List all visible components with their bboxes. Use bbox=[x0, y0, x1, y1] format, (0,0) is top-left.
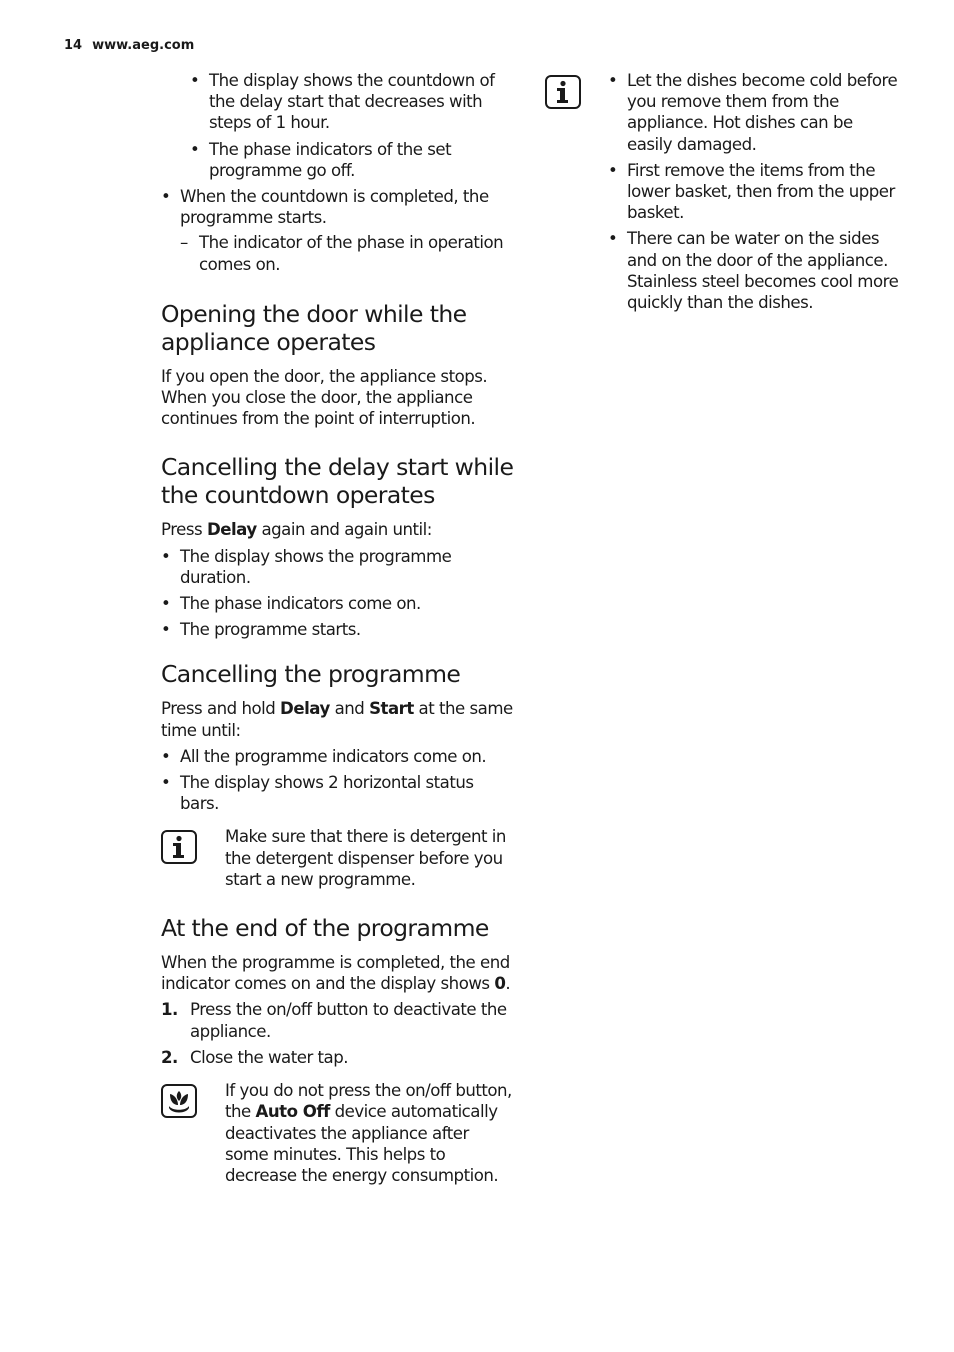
list-item: • The display shows the countdown of the delay start that decreases with steps of 1 hour. bbox=[190, 70, 516, 134]
auto-off-keyword: Auto Off bbox=[255, 1102, 330, 1122]
opening-paragraph: If you open the door, the appliance stops. When you close the door, the appliance continues from the point of interruption. bbox=[161, 366, 488, 429]
note-text: If you do not press the on/off button, the Auto Off device automatically deactivates the appliance after some minutes. This helps to decrease the energy consumption. bbox=[225, 1081, 512, 1185]
dash-text: The indicator of the phase in operation comes on. bbox=[199, 233, 504, 274]
energy-note bbox=[161, 1080, 516, 1186]
right-column bbox=[608, 70, 900, 318]
delay-keyword: Delay bbox=[280, 699, 330, 719]
dash-mark: – bbox=[180, 233, 188, 253]
page-number: 14 bbox=[64, 38, 83, 53]
list-item: • The display shows the programme duration. bbox=[161, 546, 516, 588]
list-item: • The phase indicators of the set programme go off. bbox=[190, 139, 516, 181]
list-item: • The phase indicators come on. bbox=[161, 593, 516, 614]
page-header bbox=[64, 38, 194, 53]
intro-sub-bullets bbox=[190, 70, 516, 181]
start-keyword: Start bbox=[369, 699, 414, 719]
end-paragraph: When the programme is completed, the end indicator comes on and the display shows 0. bbox=[161, 953, 511, 994]
zero-value: 0 bbox=[494, 974, 506, 994]
note-text: Make sure that there is detergent in the detergent dispenser before you start a new programme. bbox=[225, 827, 506, 889]
cancel-delay-bullets bbox=[161, 546, 516, 641]
list-item: • All the programme indicators come on. bbox=[161, 746, 516, 767]
list-item: 2. Close the water tap. bbox=[161, 1047, 349, 1067]
delay-keyword: Delay bbox=[206, 520, 257, 540]
section-heading-end: At the end of the programme bbox=[161, 914, 489, 943]
left-column bbox=[161, 70, 516, 1186]
end-steps bbox=[161, 999, 516, 1068]
intro-bullets bbox=[161, 186, 516, 228]
section-heading-opening: Opening the door while the appliance operates bbox=[161, 299, 467, 356]
section-heading-cancel-delay: Cancelling the delay start while the countdown operates bbox=[161, 453, 514, 510]
section-heading-cancel-programme: Cancelling the programme bbox=[161, 660, 461, 689]
cancel-delay-intro: Press Delay again and again until: bbox=[161, 520, 432, 540]
list-item: • The programme starts. bbox=[161, 619, 516, 640]
list-item: • When the countdown is completed, the programme starts. bbox=[161, 186, 516, 228]
cancel-programme-bullets bbox=[161, 746, 516, 815]
info-icon bbox=[545, 75, 581, 109]
cancel-programme-intro: Press and hold Delay and Start at the same time until: bbox=[161, 699, 513, 740]
eco-leaf-icon bbox=[161, 1084, 197, 1118]
list-item: • The display shows 2 horizontal status bars. bbox=[161, 772, 516, 814]
list-item: • First remove the items from the lower basket, then from the upper basket. bbox=[608, 160, 900, 224]
list-item: 1. Press the on/off button to deactivate the appliance. bbox=[161, 1000, 507, 1041]
website-url: www.aeg.com bbox=[92, 38, 195, 53]
list-item: • There can be water on the sides and on the door of the appliance. Stainless steel becomes cool more quickly than the dishes. bbox=[608, 228, 900, 313]
dash-item bbox=[161, 232, 516, 274]
detergent-note bbox=[161, 826, 516, 890]
list-item: • Let the dishes become cold before you remove them from the appliance. Hot dishes can be easily damaged. bbox=[608, 70, 900, 155]
info-icon bbox=[161, 830, 197, 864]
right-bullets bbox=[608, 70, 900, 313]
